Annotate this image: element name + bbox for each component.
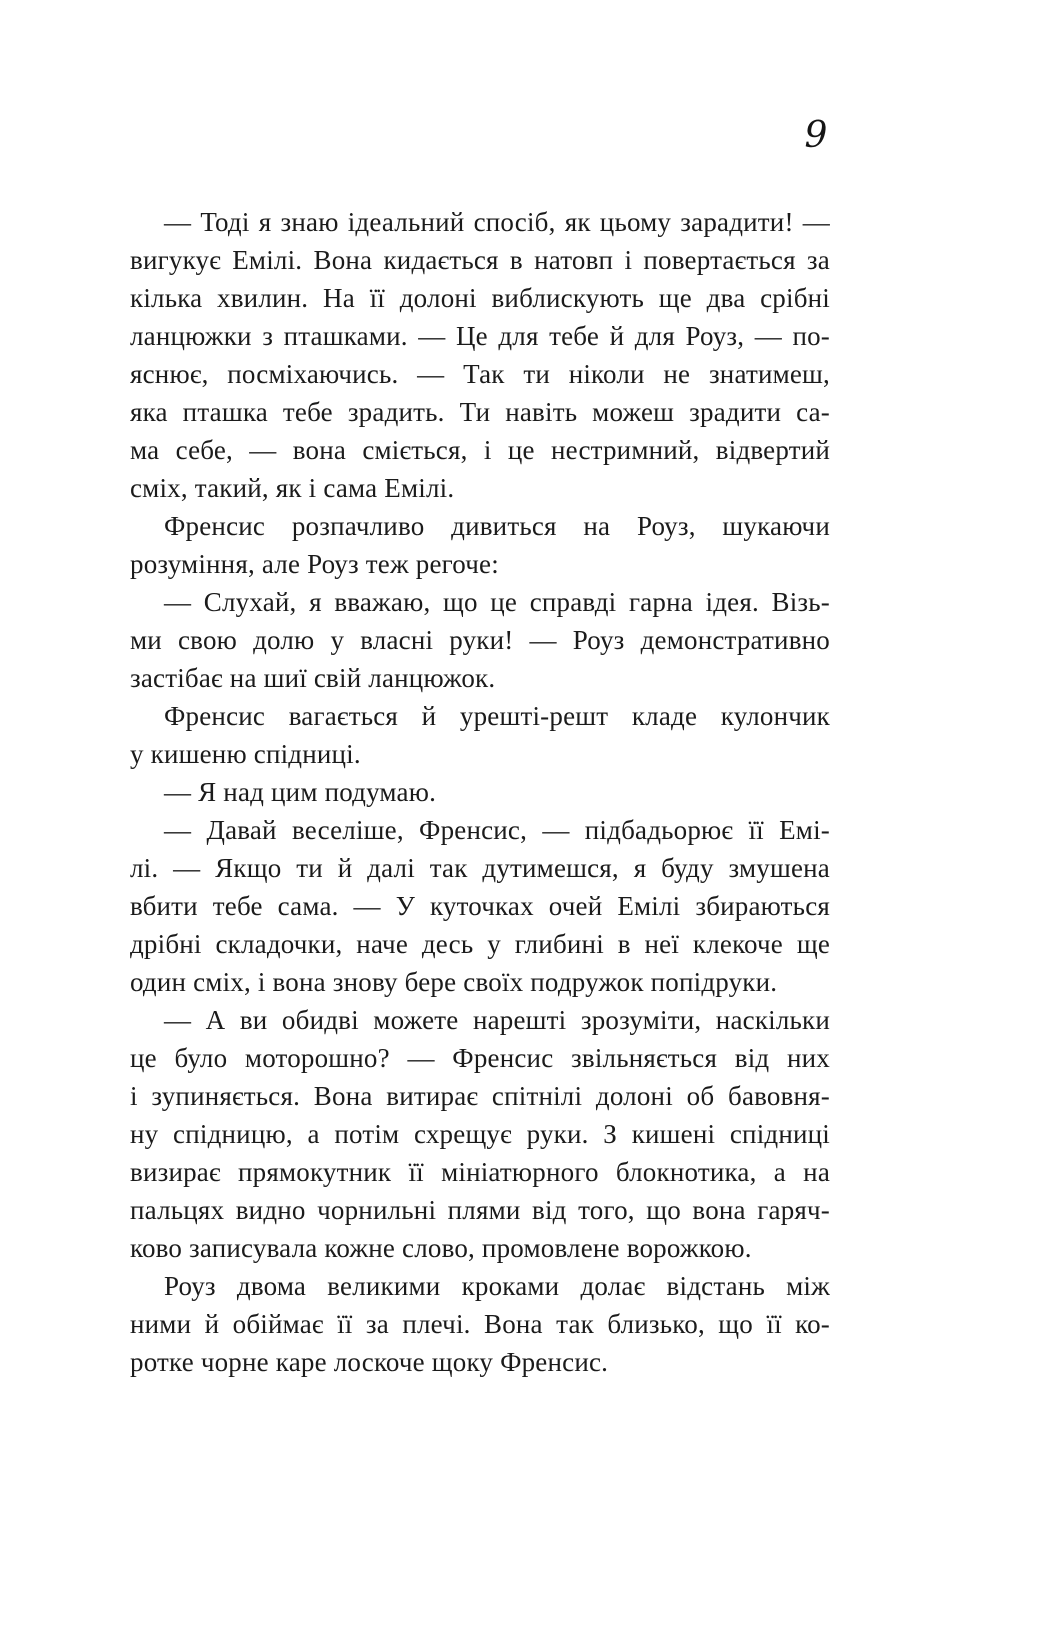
text-line: яка пташка тебе зрадить. Ти навіть можеш зрадити са- bbox=[130, 397, 830, 427]
text-line: — Я над цим подумаю. bbox=[164, 777, 437, 807]
text-line: і зупиняється. Вона витирає спітнілі долоні об бавовня- bbox=[130, 1081, 830, 1111]
text-line: ну спідницю, а потім схрещує руки. З кишені спідниці bbox=[130, 1119, 830, 1149]
text-line: застібає на шиї свій ланцюжок. bbox=[130, 663, 496, 693]
text-line: — Давай веселіше, Френсис, — підбадьорює її Емі- bbox=[164, 815, 830, 845]
text-line: ними й обіймає її за плечі. Вона так близько, що її ко- bbox=[130, 1309, 830, 1339]
text-line: яснює, посміхаючись. — Так ти ніколи не знатимеш, bbox=[130, 359, 830, 389]
paragraph bbox=[130, 507, 830, 583]
text-line: сміх, такий, як і сама Емілі. bbox=[130, 473, 455, 503]
paragraph bbox=[130, 1267, 830, 1381]
page-number: 9 bbox=[804, 115, 828, 156]
text-line: дрібні складочки, наче десь у глибині в неї клекоче ще bbox=[130, 929, 830, 959]
text-line: вбити тебе сама. — У куточках очей Емілі збираються bbox=[130, 891, 830, 921]
text-line: лі. — Якщо ти й далі так дутимешся, я буду змушена bbox=[130, 853, 830, 883]
text-line: кілька хвилин. На її долоні виблискують ще два срібні bbox=[130, 283, 830, 313]
paragraph bbox=[130, 203, 830, 507]
text-line: ма себе, — вона сміється, і це нестримний, відвертий bbox=[130, 435, 830, 465]
paragraph bbox=[130, 811, 830, 1001]
text-line: Френсис вагається й урешті-решт кладе кулончик bbox=[164, 701, 830, 731]
text-line: — Слухай, я вважаю, що це справді гарна ідея. Візь- bbox=[164, 587, 830, 617]
paragraph bbox=[130, 773, 830, 811]
text-block bbox=[130, 203, 830, 1381]
text-line: — А ви обидві можете нарешті зрозуміти, наскільки bbox=[164, 1005, 830, 1035]
text-line: Роуз двома великими кроками долає відстань між bbox=[164, 1271, 830, 1301]
text-line: у кишеню спідниці. bbox=[130, 739, 361, 769]
text-line: Френсис розпачливо дивиться на Роуз, шукаючи bbox=[164, 511, 830, 541]
text-line: ково записувала кожне слово, промовлене ворожкою. bbox=[130, 1233, 752, 1263]
paragraph bbox=[130, 583, 830, 697]
text-line: ланцюжки з пташками. — Це для тебе й для Роуз, — по- bbox=[130, 321, 830, 351]
text-line: ми свою долю у власні руки! — Роуз демонстративно bbox=[130, 625, 830, 655]
paragraph bbox=[130, 697, 830, 773]
text-line: — Тоді я знаю ідеальний спосіб, як цьому зарадити! — bbox=[164, 207, 830, 237]
text-line: ротке чорне каре лоскоче щоку Френсис. bbox=[130, 1347, 609, 1377]
text-line: це було моторошно? — Френсис звільняється від них bbox=[130, 1043, 830, 1073]
text-line: пальцях видно чорнильні плями від того, що вона гаряч- bbox=[130, 1195, 830, 1225]
text-line: один сміх, і вона знову бере своїх подружок попідруки. bbox=[130, 967, 778, 997]
text-line: визирає прямокутник її мініатюрного блокнотика, а на bbox=[130, 1157, 830, 1187]
paragraph bbox=[130, 1001, 830, 1267]
text-line: вигукує Емілі. Вона кидається в натовп і повертається за bbox=[130, 245, 830, 275]
text-line: розуміння, але Роуз теж регоче: bbox=[130, 549, 499, 579]
